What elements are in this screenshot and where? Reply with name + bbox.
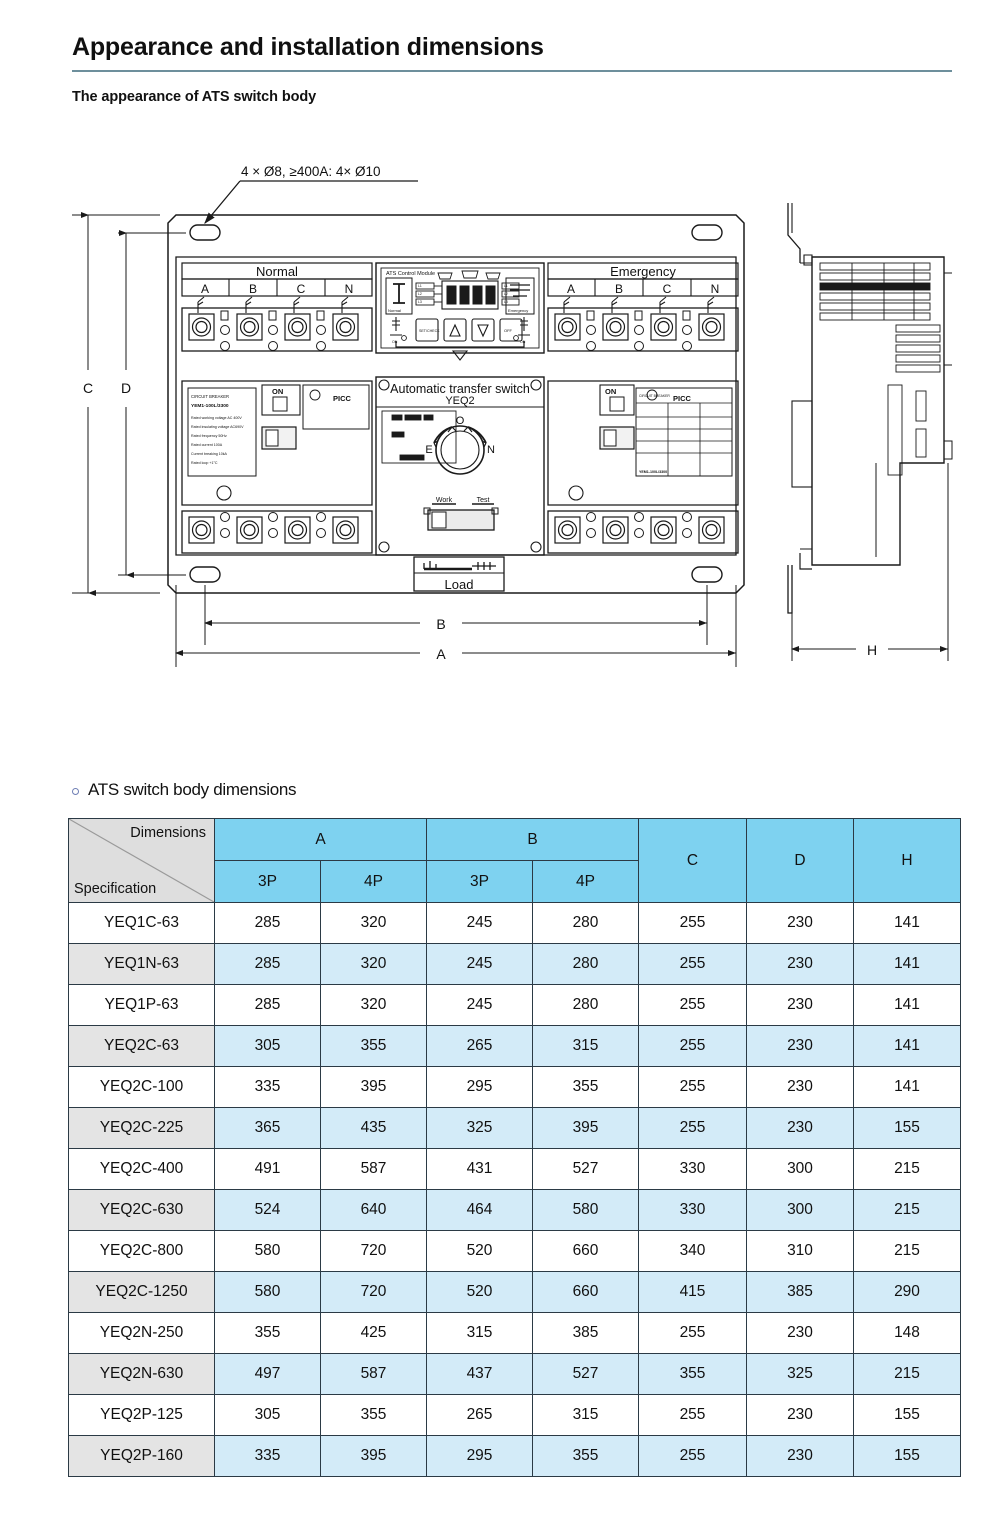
table-corner-cell [69, 819, 215, 903]
cell-b4p: 280 [533, 985, 639, 1026]
table-row [69, 944, 961, 985]
cell-h: 141 [854, 903, 961, 944]
breaker-right-on-label: ON [605, 387, 617, 396]
page-title: Appearance and installation dimensions [72, 33, 544, 61]
cell-c: 255 [639, 1395, 747, 1436]
breaker-right [548, 381, 738, 553]
cell-a3p: 491 [215, 1149, 321, 1190]
cell-specification: YEQ2P-160 [69, 1436, 215, 1477]
cell-b4p: 280 [533, 944, 639, 985]
corner-specification-label: Specification [74, 881, 157, 897]
cell-d: 230 [747, 944, 854, 985]
technical-drawing [0, 145, 1000, 705]
table-row [69, 1313, 961, 1354]
cell-h: 155 [854, 1395, 961, 1436]
breaker-left-model: YEM1-100L/3300 [191, 404, 229, 409]
cell-a4p: 395 [321, 1067, 427, 1108]
title-divider [72, 70, 952, 72]
cell-d: 300 [747, 1190, 854, 1231]
breaker-left-on-label: ON [272, 387, 284, 396]
cell-b3p: 265 [427, 1026, 533, 1067]
breaker-left-spec-4: Rated current 100A [191, 443, 223, 447]
breaker-left-heading: CIRCUIT BREAKER [191, 394, 230, 399]
control-module-off-button-label: OFF [504, 328, 512, 333]
selector-position-e: E [425, 444, 433, 456]
table-row [69, 985, 961, 1026]
dimension-label-b: B [436, 616, 446, 632]
cell-b3p: 520 [427, 1231, 533, 1272]
cell-b3p: 325 [427, 1108, 533, 1149]
cell-d: 230 [747, 1313, 854, 1354]
normal-phase-c: C [296, 282, 306, 296]
cell-h: 290 [854, 1272, 961, 1313]
rotary-selector [434, 426, 486, 474]
dimension-b [205, 585, 707, 645]
cell-a3p: 524 [215, 1190, 321, 1231]
cell-h: 155 [854, 1436, 961, 1477]
normal-panel-title: Normal [256, 264, 298, 279]
selector-position-n: N [487, 444, 495, 456]
selector-position-o: O [455, 415, 465, 427]
cell-a3p: 285 [215, 903, 321, 944]
cell-c: 255 [639, 903, 747, 944]
cell-h: 215 [854, 1231, 961, 1272]
emergency-panel-title: Emergency [610, 264, 676, 279]
cell-c: 330 [639, 1190, 747, 1231]
cell-specification: YEQ2C-100 [69, 1067, 215, 1108]
cell-d: 300 [747, 1149, 854, 1190]
cell-b4p: 660 [533, 1231, 639, 1272]
cell-a3p: 335 [215, 1436, 321, 1477]
table-row [69, 1149, 961, 1190]
cell-b3p: 265 [427, 1395, 533, 1436]
mode-switch-work-label: Work [435, 497, 453, 504]
cell-d: 230 [747, 985, 854, 1026]
cell-d: 230 [747, 1395, 854, 1436]
cell-c: 255 [639, 944, 747, 985]
breaker-left-spec-3: Rated frequency 50Hz [191, 434, 227, 438]
dimension-label-a: A [436, 646, 446, 662]
cell-specification: YEQ2P-125 [69, 1395, 215, 1436]
table-row [69, 1108, 961, 1149]
table-row [69, 1190, 961, 1231]
cell-a4p: 435 [321, 1108, 427, 1149]
control-module-normal-label: Normal [388, 308, 401, 313]
table-row [69, 903, 961, 944]
cell-h: 141 [854, 1067, 961, 1108]
led-left-2: L2 [418, 292, 422, 296]
breaker-right-brand: PICC [673, 394, 691, 403]
cell-c: 255 [639, 985, 747, 1026]
cell-specification: YEQ2N-630 [69, 1354, 215, 1395]
nameplate-line1: Automatic transfer switch [390, 382, 530, 396]
cell-specification: YEQ2C-63 [69, 1026, 215, 1067]
cell-specification: YEQ2N-250 [69, 1313, 215, 1354]
cell-c: 330 [639, 1149, 747, 1190]
cell-a4p: 355 [321, 1395, 427, 1436]
control-on-right: ON [520, 340, 526, 344]
cell-a4p: 640 [321, 1190, 427, 1231]
cell-d: 230 [747, 1026, 854, 1067]
cell-b3p: 464 [427, 1190, 533, 1231]
dimension-a [176, 585, 736, 667]
normal-phase-b: B [248, 282, 258, 296]
cell-b3p: 245 [427, 985, 533, 1026]
dimensions-table-container [68, 818, 960, 1477]
control-module-title: ATS Control Module [386, 271, 436, 277]
cell-specification: YEQ1P-63 [69, 985, 215, 1026]
cell-b4p: 385 [533, 1313, 639, 1354]
mode-switch [424, 504, 498, 530]
page-header [72, 30, 952, 105]
led-left-1: L1 [418, 284, 422, 288]
cell-b4p: 280 [533, 903, 639, 944]
dimension-label-h: H [866, 642, 878, 658]
side-view [788, 203, 952, 613]
cell-d: 230 [747, 1067, 854, 1108]
cell-h: 141 [854, 985, 961, 1026]
dimensions-table [68, 818, 961, 1477]
emergency-phase-a: A [566, 282, 576, 296]
cell-c: 415 [639, 1272, 747, 1313]
cell-a4p: 587 [321, 1354, 427, 1395]
dimension-h [792, 463, 948, 661]
cell-a3p: 285 [215, 944, 321, 985]
cell-c: 340 [639, 1231, 747, 1272]
group-header-d: D [747, 819, 854, 903]
cell-b3p: 520 [427, 1272, 533, 1313]
cell-a3p: 305 [215, 1026, 321, 1067]
table-row [69, 1436, 961, 1477]
emergency-phase-b: B [614, 282, 624, 296]
cell-b4p: 395 [533, 1108, 639, 1149]
cell-b4p: 315 [533, 1026, 639, 1067]
cell-h: 215 [854, 1190, 961, 1231]
cell-a3p: 580 [215, 1231, 321, 1272]
cell-a3p: 285 [215, 985, 321, 1026]
cell-h: 148 [854, 1313, 961, 1354]
cell-h: 215 [854, 1354, 961, 1395]
cell-d: 310 [747, 1231, 854, 1272]
cell-specification: YEQ2C-630 [69, 1190, 215, 1231]
emergency-phase-c: C [662, 282, 672, 296]
cell-specification: YEQ1N-63 [69, 944, 215, 985]
table-head [69, 819, 961, 903]
cell-h: 155 [854, 1108, 961, 1149]
table-row [69, 1026, 961, 1067]
table-body [69, 903, 961, 1477]
cell-b4p: 580 [533, 1190, 639, 1231]
table-row [69, 1272, 961, 1313]
cell-a3p: 305 [215, 1395, 321, 1436]
cell-d: 325 [747, 1354, 854, 1395]
breaker-left-spec-2: Rated insulating voltage AC690V [191, 425, 244, 429]
cell-specification: YEQ2C-1250 [69, 1272, 215, 1313]
led-left-3: L3 [418, 300, 422, 304]
cell-specification: YEQ1C-63 [69, 903, 215, 944]
cell-b3p: 295 [427, 1067, 533, 1108]
section-heading-label: ATS switch body dimensions [88, 780, 297, 799]
cell-d: 230 [747, 903, 854, 944]
cell-a3p: 365 [215, 1108, 321, 1149]
cell-b3p: 437 [427, 1354, 533, 1395]
nameplate-line2: YEQ2 [445, 395, 475, 407]
bullet-icon [72, 788, 79, 795]
cell-c: 255 [639, 1067, 747, 1108]
cell-d: 230 [747, 1436, 854, 1477]
cell-a4p: 320 [321, 985, 427, 1026]
cell-b4p: 660 [533, 1272, 639, 1313]
cell-a4p: 587 [321, 1149, 427, 1190]
cell-b4p: 355 [533, 1436, 639, 1477]
cell-a3p: 335 [215, 1067, 321, 1108]
cell-a4p: 720 [321, 1231, 427, 1272]
led-right-1: L1 [504, 284, 508, 288]
table-row [69, 1354, 961, 1395]
cell-h: 141 [854, 1026, 961, 1067]
cell-a4p: 720 [321, 1272, 427, 1313]
cell-specification: YEQ2C-225 [69, 1108, 215, 1149]
hole-callout-text: 4 × Ø8, ≥400A: 4× Ø10 [241, 164, 381, 179]
cell-d: 385 [747, 1272, 854, 1313]
cell-b4p: 355 [533, 1067, 639, 1108]
sub-header-b-3p: 3P [427, 861, 533, 903]
cell-a4p: 425 [321, 1313, 427, 1354]
table-row [69, 1231, 961, 1272]
group-header-c: C [639, 819, 747, 903]
sub-header-a-4p: 4P [321, 861, 427, 903]
cell-a3p: 355 [215, 1313, 321, 1354]
dimension-c [72, 215, 160, 593]
led-right-3: L3 [504, 300, 508, 304]
cell-h: 215 [854, 1149, 961, 1190]
breaker-left-brand: PICC [333, 394, 351, 403]
normal-phase-n: N [344, 282, 354, 296]
breaker-left-spec-6: Rated loop +1°C [191, 461, 218, 465]
led-right-2: L2 [504, 292, 508, 296]
cell-b4p: 315 [533, 1395, 639, 1436]
cell-c: 355 [639, 1354, 747, 1395]
cell-a4p: 395 [321, 1436, 427, 1477]
cell-a4p: 320 [321, 903, 427, 944]
cell-d: 230 [747, 1108, 854, 1149]
hole-callout-leader [205, 181, 418, 223]
cell-b4p: 527 [533, 1149, 639, 1190]
cell-c: 255 [639, 1436, 747, 1477]
group-header-b: B [427, 819, 639, 861]
breaker-left-spec-1: Rated working voltage AC 400V [191, 416, 242, 420]
load-label: Load [444, 577, 474, 592]
section-heading [72, 780, 296, 800]
sub-header-a-3p: 3P [215, 861, 321, 903]
cell-specification: YEQ2C-800 [69, 1231, 215, 1272]
emergency-phase-n: N [710, 282, 720, 296]
breaker-left-spec-5: Current breaking 10kA [191, 452, 227, 456]
cell-a4p: 320 [321, 944, 427, 985]
breaker-right-heading: CIRCUIT BREAKER [639, 394, 670, 398]
cell-a4p: 355 [321, 1026, 427, 1067]
page-subtitle: The appearance of ATS switch body [72, 89, 317, 105]
cell-h: 141 [854, 944, 961, 985]
cell-b3p: 431 [427, 1149, 533, 1190]
cell-c: 255 [639, 1108, 747, 1149]
table-row [69, 1067, 961, 1108]
group-header-a: A [215, 819, 427, 861]
normal-phase-a: A [200, 282, 210, 296]
cell-b3p: 245 [427, 944, 533, 985]
cell-b3p: 295 [427, 1436, 533, 1477]
control-on-left: ON [392, 340, 398, 344]
cell-a3p: 497 [215, 1354, 321, 1395]
dimension-label-d: D [120, 380, 132, 396]
cell-c: 255 [639, 1026, 747, 1067]
control-module-set-button-label: SET/CHECK [419, 329, 440, 333]
mode-switch-test-label: Test [476, 497, 490, 504]
cell-b3p: 315 [427, 1313, 533, 1354]
cell-a3p: 580 [215, 1272, 321, 1313]
cell-b4p: 527 [533, 1354, 639, 1395]
group-header-h: H [854, 819, 961, 903]
cell-b3p: 245 [427, 903, 533, 944]
sub-header-b-4p: 4P [533, 861, 639, 903]
table-row [69, 1395, 961, 1436]
cell-c: 255 [639, 1313, 747, 1354]
dimension-label-c: C [82, 380, 94, 396]
corner-dimensions-label: Dimensions [130, 825, 206, 841]
breaker-right-model: YEM1-100L/3300 [639, 470, 668, 474]
cell-specification: YEQ2C-400 [69, 1149, 215, 1190]
control-module-emergency-label: Emergency [508, 308, 529, 313]
